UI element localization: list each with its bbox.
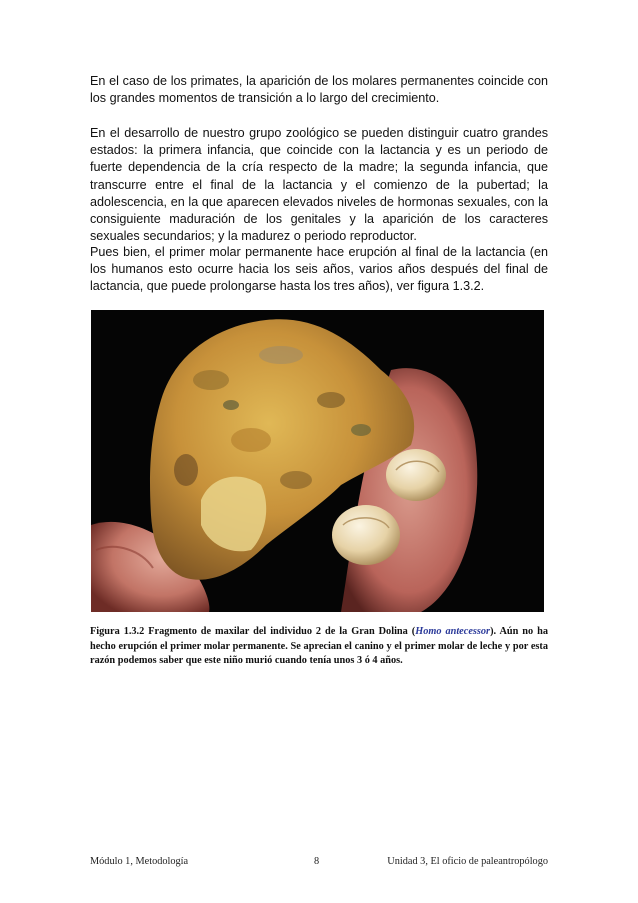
footer-unit: Unidad 3, El oficio de paleantropólogo — [387, 856, 548, 867]
caption-text-end: ). Aún no ha hecho erupción el primer molar permanente. Se aprecian el canino y el primer molar de leche y por esta razón podemos saber que este niño murió cuando tenía unos 3 ó 4 años. — [90, 626, 548, 666]
footer-module: Módulo 1, Metodología — [90, 856, 189, 867]
footer-page-number: 8 — [314, 856, 320, 867]
paragraph-first-molar: Pues bien, el primer molar permanente hace erupción al final de la lactancia (en los humanos esto ocurre hacia los seis años, varios años después del final de lactancia, que puede prolongarse hasta los tres años), ver figura 1.3.2. — [90, 245, 548, 294]
figure-caption — [90, 625, 548, 669]
paragraph-primates: En el caso de los primates, la aparición de los molares permanentes coincide con los grandes momentos de transición a lo largo del crecimiento. — [90, 74, 548, 106]
page-footer — [90, 856, 548, 870]
figure-maxilla-photo — [91, 310, 544, 612]
caption-text-start: Figura 1.3.2 Fragmento de maxilar del individuo 2 de la Gran Dolina ( — [90, 626, 416, 637]
paragraph-growth-stages: En el desarrollo de nuestro grupo zoológico se pueden distinguir cuatro grandes estados: la primera infancia, que coincide con la lactancia y es un periodo de fuerte dependencia de la cría respecto de la madre; la segunda infancia, que transcurre entre el final de la lactancia y el comienzo de la pubertad; la adolescencia, en la que aparecen elevados niveles de hormonas sexuales, con la consiguiente maduración de los genitales y la aparición de los caracteres sexuales secundarios; y la madurez o periodo reproductor. — [90, 126, 548, 244]
maxilla-fragment-image — [91, 310, 544, 612]
caption-species-name: Homo antecessor — [415, 626, 491, 637]
